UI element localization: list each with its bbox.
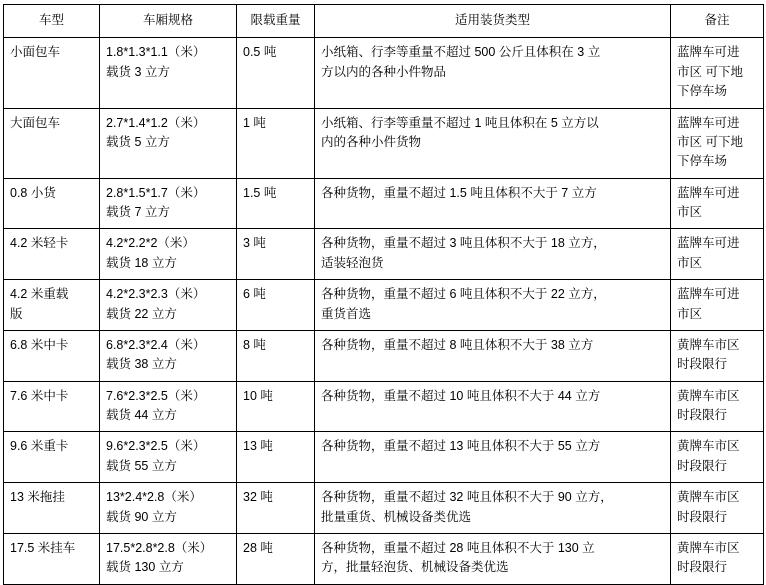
cell-line: 黄牌车市区 bbox=[677, 540, 740, 555]
table-row bbox=[4, 330, 764, 381]
cell-cargo-type bbox=[315, 483, 671, 534]
cell-line: 蓝牌车可进 bbox=[677, 185, 740, 200]
cell-line: 载货 130 立方 bbox=[106, 560, 184, 575]
cell-line: 17.5*2.8*2.8（米） bbox=[106, 540, 213, 555]
cell-line: 各种货物，重量不超过 10 吨且体积不大于 44 立方 bbox=[321, 388, 601, 403]
cell-line: 6.8 米中卡 bbox=[10, 337, 69, 352]
cell-remark bbox=[671, 432, 764, 483]
cell-line: 下停车场 bbox=[677, 84, 728, 99]
cell-line: 7.6 米中卡 bbox=[10, 388, 69, 403]
cell-line: 方以内的各种小件物品 bbox=[321, 64, 447, 79]
cell-load-limit bbox=[237, 432, 315, 483]
cell-remark bbox=[671, 330, 764, 381]
cell-vehicle-type bbox=[4, 483, 100, 534]
cell-vehicle-type bbox=[4, 108, 100, 178]
table-header bbox=[4, 5, 764, 38]
cell-line: 小纸箱、行李等重量不超过 500 公斤且体积在 3 立 bbox=[321, 45, 601, 60]
cell-line: 时段限行 bbox=[677, 458, 728, 473]
cell-remark bbox=[671, 229, 764, 280]
cell-line: 内的各种小件货物 bbox=[321, 134, 422, 149]
cell-cargo-type bbox=[315, 38, 671, 108]
cell-vehicle-type bbox=[4, 330, 100, 381]
table-row bbox=[4, 38, 764, 108]
cell-line: 方，批量轻泡货、机械设备类优选 bbox=[321, 560, 509, 575]
cell-line: 载货 3 立方 bbox=[106, 64, 170, 79]
cell-line: 黄牌车市区 bbox=[677, 439, 740, 454]
cell-line: 9.6*2.3*2.5（米） bbox=[106, 439, 206, 454]
cell-compartment-spec bbox=[100, 108, 237, 178]
cell-line: 1 吨 bbox=[243, 115, 266, 130]
cell-line: 黄牌车市区 bbox=[677, 490, 740, 505]
cell-load-limit bbox=[237, 280, 315, 331]
cell-line: 时段限行 bbox=[677, 408, 728, 422]
cell-line: 蓝牌车可进 bbox=[677, 287, 740, 302]
cell-cargo-type bbox=[315, 178, 671, 229]
cell-remark bbox=[671, 533, 764, 584]
cell-compartment-spec bbox=[100, 280, 237, 331]
cell-line: 载货 44 立方 bbox=[106, 408, 177, 422]
table-row bbox=[4, 533, 764, 584]
cell-line: 4.2 米重载 bbox=[10, 287, 69, 302]
cell-line: 时段限行 bbox=[677, 357, 728, 372]
cell-line: 4.2 米轻卡 bbox=[10, 236, 69, 251]
cell-compartment-spec bbox=[100, 432, 237, 483]
cell-cargo-type bbox=[315, 533, 671, 584]
cell-compartment-spec bbox=[100, 178, 237, 229]
cell-remark bbox=[671, 381, 764, 432]
cell-line: 各种货物，重量不超过 1.5 吨且体积不大于 7 立方 bbox=[321, 185, 597, 200]
table-row bbox=[4, 108, 764, 178]
cell-line: 7.6*2.3*2.5（米） bbox=[106, 388, 206, 403]
cell-remark bbox=[671, 38, 764, 108]
cell-line: 黄牌车市区 bbox=[677, 388, 740, 403]
cell-line: 小面包车 bbox=[10, 45, 61, 60]
cell-line: 市区 可下地 bbox=[677, 64, 743, 79]
cell-line: 4.2*2.2*2（米） bbox=[106, 236, 195, 251]
cell-line: 载货 5 立方 bbox=[106, 134, 170, 149]
column-header-compartment-spec: 车厢规格 bbox=[100, 5, 237, 38]
cell-load-limit bbox=[237, 330, 315, 381]
cell-line: 1.5 吨 bbox=[243, 185, 277, 200]
cell-remark bbox=[671, 483, 764, 534]
table-header-row bbox=[4, 5, 764, 38]
cell-line: 市区 可下地 bbox=[677, 134, 743, 149]
cell-line: 6.8*2.3*2.4（米） bbox=[106, 337, 206, 352]
cell-line: 蓝牌车可进 bbox=[677, 236, 740, 251]
column-header-load-limit: 限载重量 bbox=[237, 5, 315, 38]
cell-line: 各种货物，重量不超过 3 吨且体积不大于 18 立方， bbox=[321, 236, 606, 251]
cell-line: 2.7*1.4*1.2（米） bbox=[106, 115, 206, 130]
cell-cargo-type bbox=[315, 108, 671, 178]
cell-line: 载货 38 立方 bbox=[106, 357, 177, 372]
cell-line: 市区 bbox=[677, 255, 703, 270]
cell-line: 各种货物，重量不超过 13 吨且体积不大于 55 立方 bbox=[321, 439, 601, 454]
table-row bbox=[4, 280, 764, 331]
cell-compartment-spec bbox=[100, 483, 237, 534]
cell-line: 3 吨 bbox=[243, 236, 266, 251]
cell-line: 小纸箱、行李等重量不超过 1 吨且体积在 5 立方以 bbox=[321, 115, 599, 130]
cell-line: 13*2.4*2.8（米） bbox=[106, 490, 202, 505]
cell-load-limit bbox=[237, 381, 315, 432]
cell-load-limit bbox=[237, 178, 315, 229]
cell-line: 各种货物，重量不超过 8 吨且体积不大于 38 立方 bbox=[321, 337, 594, 352]
cell-line: 13 米拖挂 bbox=[10, 490, 65, 505]
table-row bbox=[4, 381, 764, 432]
column-header-vehicle-type: 车型 bbox=[4, 5, 100, 38]
cell-line: 10 吨 bbox=[243, 388, 273, 403]
table-body bbox=[4, 38, 764, 584]
cell-line: 17.5 米挂车 bbox=[10, 540, 76, 555]
cell-line: 时段限行 bbox=[677, 560, 728, 575]
cell-load-limit bbox=[237, 229, 315, 280]
column-header-remark: 备注 bbox=[671, 5, 764, 38]
cell-line: 时段限行 bbox=[677, 509, 728, 524]
cell-compartment-spec bbox=[100, 533, 237, 584]
cell-compartment-spec bbox=[100, 229, 237, 280]
cell-vehicle-type bbox=[4, 432, 100, 483]
cell-line: 黄牌车市区 bbox=[677, 337, 740, 352]
cell-line: 蓝牌车可进 bbox=[677, 115, 740, 130]
cell-load-limit bbox=[237, 483, 315, 534]
cell-vehicle-type bbox=[4, 38, 100, 108]
cell-line: 市区 bbox=[677, 306, 703, 321]
cell-remark bbox=[671, 108, 764, 178]
table-row bbox=[4, 483, 764, 534]
cell-vehicle-type bbox=[4, 280, 100, 331]
cell-line: 蓝牌车可进 bbox=[677, 45, 740, 60]
cell-vehicle-type bbox=[4, 178, 100, 229]
cell-line: 32 吨 bbox=[243, 490, 273, 505]
cell-line: 适装轻泡货 bbox=[321, 255, 384, 270]
cell-line: 载货 18 立方 bbox=[106, 255, 177, 270]
cell-line: 4.2*2.3*2.3（米） bbox=[106, 287, 206, 302]
cell-line: 市区 bbox=[677, 205, 703, 219]
cell-line: 8 吨 bbox=[243, 337, 266, 352]
cell-line: 13 吨 bbox=[243, 439, 273, 454]
cell-cargo-type bbox=[315, 280, 671, 331]
cell-line: 0.8 小货 bbox=[10, 185, 56, 200]
cell-line: 载货 7 立方 bbox=[106, 205, 170, 219]
cell-cargo-type bbox=[315, 229, 671, 280]
cell-line: 载货 22 立方 bbox=[106, 306, 177, 321]
cell-compartment-spec bbox=[100, 330, 237, 381]
cell-line: 0.5 吨 bbox=[243, 45, 277, 60]
cell-line: 9.6 米重卡 bbox=[10, 439, 69, 454]
cell-line: 28 吨 bbox=[243, 540, 273, 555]
table-row bbox=[4, 432, 764, 483]
cell-vehicle-type bbox=[4, 533, 100, 584]
cell-vehicle-type bbox=[4, 381, 100, 432]
cell-line: 大面包车 bbox=[10, 115, 61, 130]
cell-load-limit bbox=[237, 533, 315, 584]
cell-remark bbox=[671, 178, 764, 229]
cell-compartment-spec bbox=[100, 38, 237, 108]
cell-cargo-type bbox=[315, 381, 671, 432]
cell-line: 各种货物，重量不超过 28 吨且体积不大于 130 立 bbox=[321, 540, 595, 555]
cell-compartment-spec bbox=[100, 381, 237, 432]
cell-line: 2.8*1.5*1.7（米） bbox=[106, 185, 206, 200]
cell-line: 各种货物，重量不超过 6 吨且体积不大于 22 立方， bbox=[321, 287, 606, 302]
cell-remark bbox=[671, 280, 764, 331]
cell-cargo-type bbox=[315, 432, 671, 483]
cell-load-limit bbox=[237, 108, 315, 178]
cell-vehicle-type bbox=[4, 229, 100, 280]
truck-specification-table bbox=[3, 4, 764, 585]
cell-line: 批量重货、机械设备类优选 bbox=[321, 509, 472, 524]
cell-cargo-type bbox=[315, 330, 671, 381]
cell-line: 版 bbox=[10, 306, 23, 321]
table-row bbox=[4, 229, 764, 280]
cell-load-limit bbox=[237, 38, 315, 108]
cell-line: 各种货物，重量不超过 32 吨且体积不大于 90 立方， bbox=[321, 490, 613, 505]
cell-line: 1.8*1.3*1.1（米） bbox=[106, 45, 206, 60]
cell-line: 载货 90 立方 bbox=[106, 509, 177, 524]
column-header-cargo-type: 适用装货类型 bbox=[315, 5, 671, 38]
table-row bbox=[4, 178, 764, 229]
cell-line: 6 吨 bbox=[243, 287, 266, 302]
cell-line: 重货首选 bbox=[321, 306, 372, 321]
cell-line: 下停车场 bbox=[677, 154, 728, 169]
cell-line: 载货 55 立方 bbox=[106, 458, 177, 473]
